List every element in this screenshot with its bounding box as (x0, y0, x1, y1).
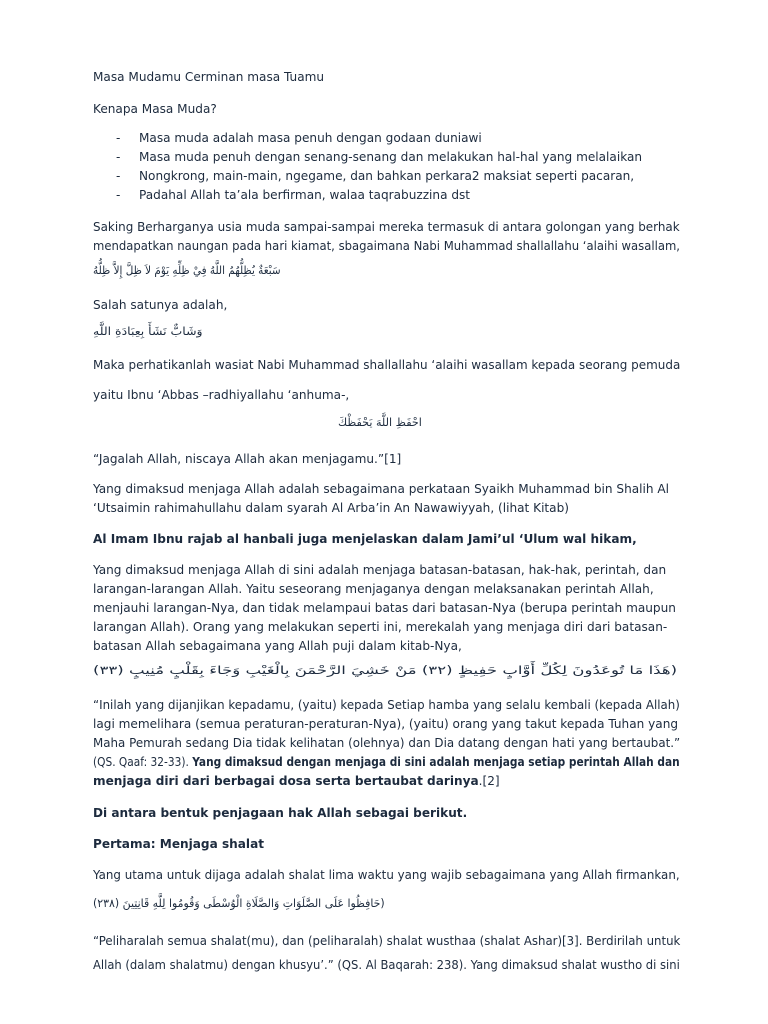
paragraph-line (93, 772, 500, 791)
paragraph-line: larangan Allah). Orang yang melakukan seperti ini, merekalah yang menjaga diri dari batasan- (93, 620, 668, 634)
list-item: Padahal Allah ta’ala berfirman, walaa taqrabuzzina dst (139, 188, 471, 202)
paragraph-line: larangan-larangan Allah. Yaitu seseorang menjaganya dengan melaksanakan perintah Allah, (93, 582, 654, 596)
paragraph-line: mendapatkan naungan pada hari kiamat, sbagaimana Nabi Muhammad shallallahu ‘alaihi wasallam, (93, 239, 680, 253)
paragraph-line: “Peliharalah semua shalat(mu), dan (peliharalah) shalat wusthaa (shalat Ashar)[3]. Berdirilah untuk (93, 934, 681, 948)
bullet-marker: - (116, 150, 121, 164)
paragraph-line: Maha Pemurah sedang Dia tidak kelihatan (olehnya) dan Dia datang dengan hati yang bertaubat.” (93, 736, 681, 750)
verse-reference: (QS. Qaaf: 32-33). (93, 755, 193, 769)
section-heading: Pertama: Menjaga shalat (93, 837, 265, 851)
list-item: Masa muda penuh dengan senang-senang dan melakukan hal-hal yang melalaikan (139, 150, 643, 164)
emphasis-text: menjaga diri dari berbagai dosa serta bertaubat darinya (93, 774, 479, 788)
paragraph-line: Salah satunya adalah, (93, 298, 228, 312)
list-item: Masa muda adalah masa penuh dengan godaan duniawi (139, 131, 482, 145)
paragraph-line: menjauhi larangan-Nya, dan tidak melampaui batas dari batasan-Nya (berupa perintah maupun (93, 601, 676, 615)
arabic-quran-verse: (حَافِظُوا عَلَى الصَّلَوَاتِ وَالصَّلَاةِ الْوُسْطَى وَقُومُوا لِلَّهِ قَانِتِينَ (٢٣٨) (93, 896, 385, 910)
paragraph-line: batasan Allah sebagaimana yang Allah puji dalam kitab-Nya, (93, 639, 462, 653)
paragraph-line: Yang dimaksud menjaga Allah adalah sebagaimana perkataan Syaikh Muhammad bin Shalih Al (93, 482, 670, 496)
paragraph-line: lagi memelihara (semua peraturan-peraturan-Nya), (yaitu) orang yang takut kepada Tuhan yang (93, 717, 679, 731)
paragraph-line: Yang dimaksud menjaga Allah di sini adalah menjaga batasan-batasan, hak-hak, perintah, dan (93, 563, 667, 577)
paragraph-line: yaitu Ibnu ‘Abbas –radhiyallahu ‘anhuma-, (93, 388, 350, 402)
paragraph-line: Yang utama untuk dijaga adalah shalat lima waktu yang wajib sebagaimana yang Allah firmankan, (93, 868, 680, 882)
footnote-ref: .[2] (478, 774, 500, 788)
section-heading: Al Imam Ibnu rajab al hanbali juga menjelaskan dalam Jami’ul ‘Ulum wal hikam, (93, 532, 637, 546)
arabic-hadith-text: احْفَظِ اللَّهَ يَحْفَظْكَ (338, 416, 422, 429)
list-item: Nongkrong, main-main, ngegame, dan bahkan perkara2 maksiat seperti pacaran, (139, 169, 635, 183)
arabic-hadith-text: وَشَابٌّ نَشَأَ بِعِبَادَةِ اللَّهِ (93, 325, 203, 338)
document-title: Masa Mudamu Cerminan masa Tuamu (93, 70, 325, 84)
paragraph-line: ‘Utsaimin rahimahullahu dalam syarah Al Arba’in An Nawawiyyah, (lihat Kitab) (93, 501, 569, 515)
paragraph-line (93, 753, 680, 772)
arabic-hadith-text: سَبْعَةٌ يُظِلُّهُمُ اللَّهُ فِيْ ظِلِّهِ يَوْمَ لاَ ظِلَّ إِلاَّ ظِلُّهُ (93, 263, 281, 277)
paragraph-line: Saking Berharganya usia muda sampai-sampai mereka termasuk di antara golongan yang berhak (93, 220, 680, 234)
hadith-translation: “Jagalah Allah, niscaya Allah akan menjagamu.”[1] (93, 452, 402, 466)
bullet-marker: - (116, 169, 121, 183)
paragraph-line: “Inilah yang dijanjikan kepadamu, (yaitu) kepada Setiap hamba yang selalu kembali (kepada Allah) (93, 698, 680, 712)
bullet-marker: - (116, 131, 121, 145)
bullet-marker: - (116, 188, 121, 202)
emphasis-text: Yang dimaksud dengan menjaga di sini adalah menjaga setiap perintah Allah dan (192, 755, 680, 769)
paragraph-line: Maka perhatikanlah wasiat Nabi Muhammad shallallahu ‘alaihi wasallam kepada seorang pemuda (93, 358, 681, 372)
section-heading: Di antara bentuk penjagaan hak Allah sebagai berikut. (93, 806, 468, 820)
arabic-quran-verse: (هَذَا مَا تُوعَدُونَ لِكُلِّ أَوَّابٍ حَفِيظٍ (٣٢) مَنْ خَشِيَ الرَّحْمَنَ بِالْغَيْبِ وَجَاءَ بِقَلْبٍ مُنِيبٍ (٣٣) (93, 663, 678, 677)
section-question: Kenapa Masa Muda? (93, 102, 217, 116)
paragraph-line: Allah (dalam shalatmu) dengan khusyu’.” (QS. Al Baqarah: 238). Yang dimaksud shalat wustho di sini (93, 958, 680, 972)
